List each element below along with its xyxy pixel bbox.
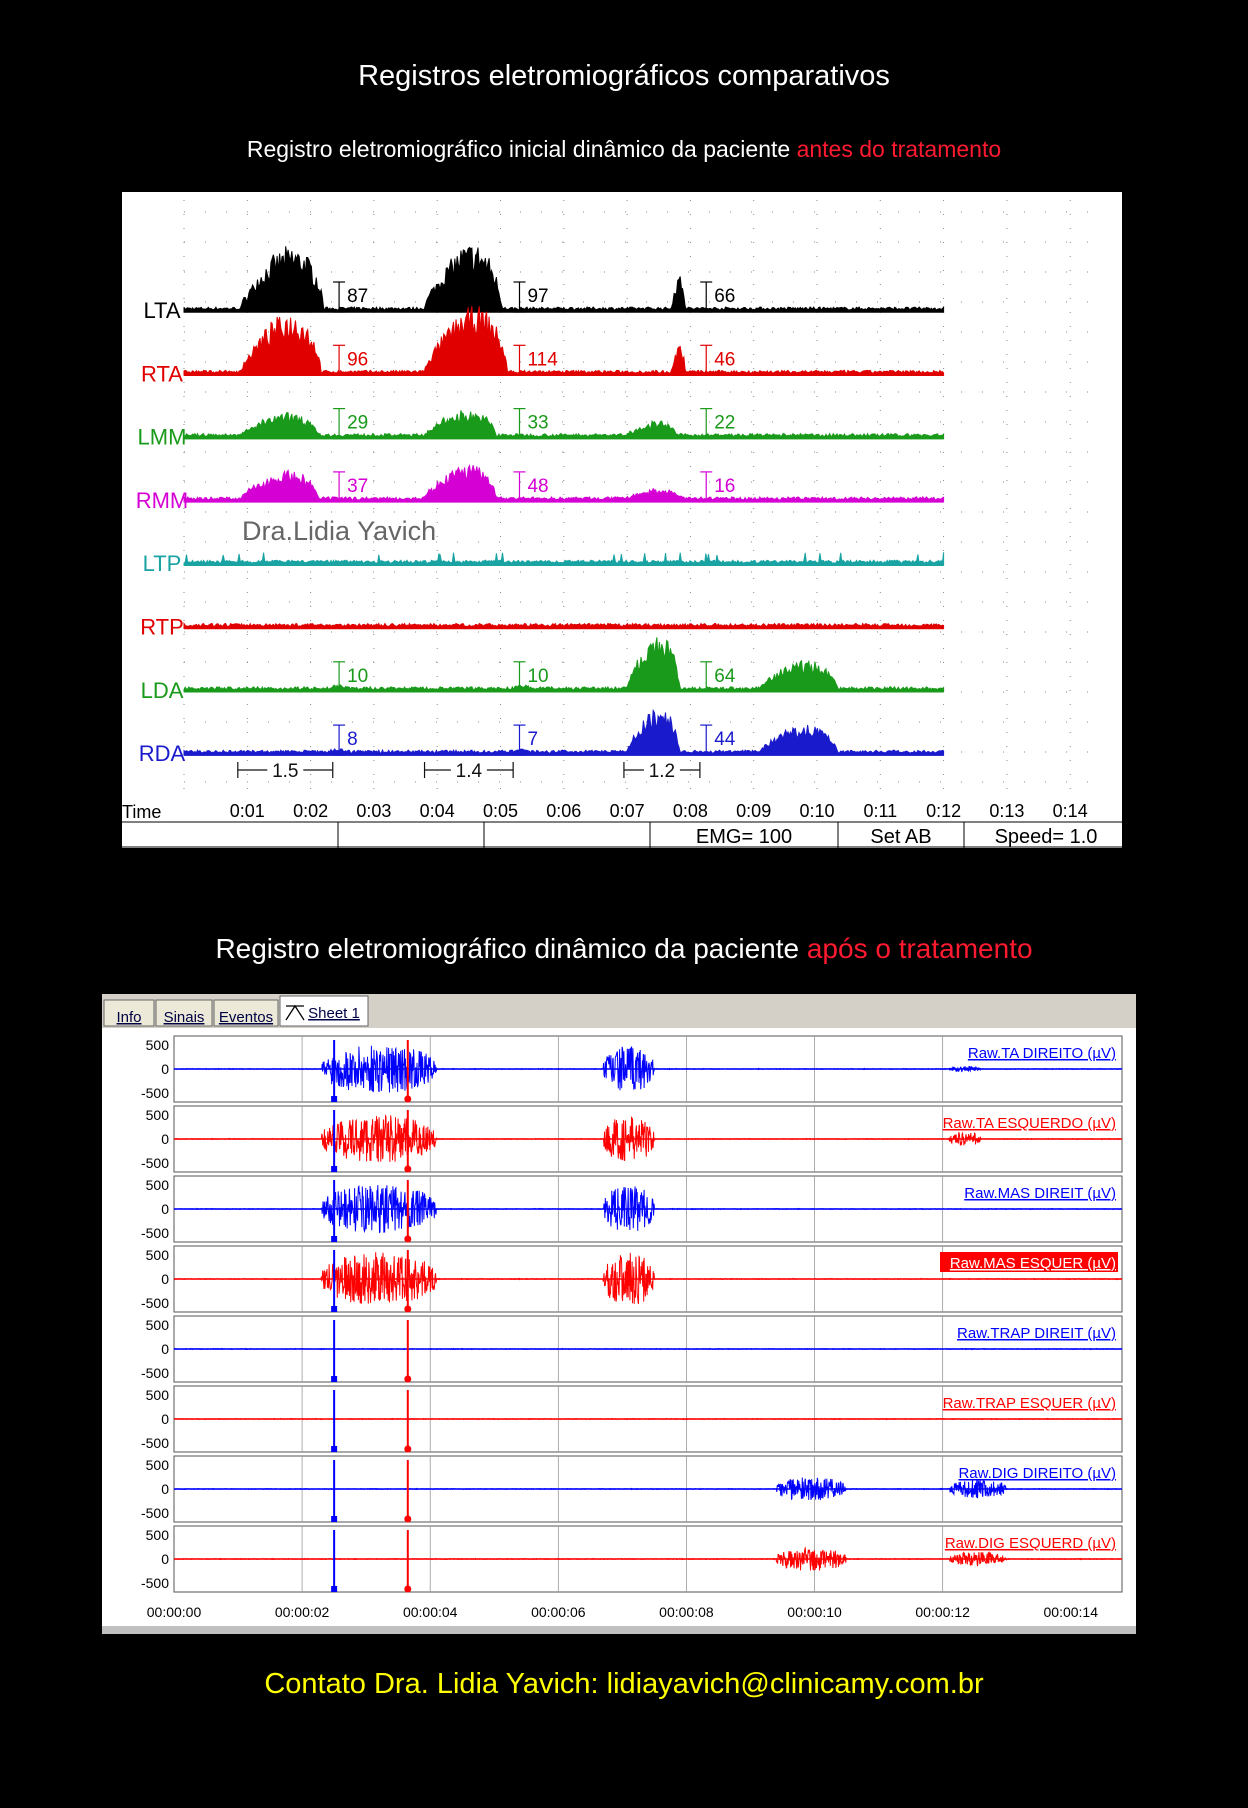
x-tick-label: 0:03 [356, 801, 392, 821]
tab-label: Info [116, 1009, 142, 1026]
raw-row [141, 1176, 1122, 1243]
annotation-value: 7 [527, 729, 539, 751]
raw-row [141, 1036, 1122, 1103]
annotation-value: 10 [347, 665, 369, 687]
x-tick-label: 00:00:06 [531, 1604, 586, 1620]
annotation-value: 114 [527, 349, 558, 371]
emg-chart-before [122, 192, 1122, 848]
tab-sheet-1[interactable] [280, 996, 368, 1026]
event-marker [331, 1166, 337, 1172]
series-label: LMM [137, 424, 187, 450]
interval-label: 1.4 [455, 761, 483, 782]
x-tick-label: 0:07 [609, 801, 645, 821]
event-marker [331, 1376, 337, 1382]
x-tick-label: 0:10 [799, 801, 835, 821]
event-marker [404, 1376, 411, 1383]
event-marker [404, 1586, 411, 1593]
event-marker [404, 1306, 411, 1313]
raw-row [141, 1386, 1122, 1453]
annotation-value: 33 [527, 412, 549, 434]
series-label: RDA [138, 741, 186, 767]
y-tick-label: 0 [161, 1061, 169, 1077]
x-axis-label: Time [122, 802, 162, 822]
series-label: RTA [141, 361, 183, 387]
x-tick-label: 00:00:14 [1043, 1604, 1099, 1620]
annotation-value: 29 [347, 412, 369, 434]
status-field: Speed= 1.0 [994, 826, 1098, 848]
x-tick-label: 0:02 [293, 801, 329, 821]
subtitle-after-highlight: após o tratamento [806, 933, 1033, 964]
x-tick-label: 00:00:04 [402, 1604, 458, 1620]
event-marker [331, 1236, 337, 1242]
annotation-value: 97 [527, 286, 549, 307]
bottom-scrollbar [102, 1626, 1136, 1634]
event-marker [331, 1446, 337, 1452]
emg-chart-after [102, 994, 1136, 1634]
event-marker [331, 1586, 337, 1592]
y-tick-label: -500 [140, 1575, 169, 1592]
y-tick-label: -500 [140, 1505, 169, 1522]
channel-label: Raw.MAS ESQUER (µV) [949, 1255, 1116, 1272]
x-tick-label: 0:09 [736, 801, 772, 821]
annotation-value: 46 [714, 349, 736, 371]
x-tick-label: 00:00:08 [659, 1604, 714, 1620]
channel-label: Raw.DIG DIREITO (µV) [958, 1465, 1116, 1482]
event-marker [404, 1516, 411, 1523]
annotation-value: 44 [714, 729, 736, 751]
y-tick-label: -500 [140, 1085, 169, 1102]
annotation-value: 87 [347, 286, 369, 307]
x-tick-label: 00:00:10 [787, 1604, 842, 1620]
tab-eventos[interactable] [214, 1000, 278, 1026]
annotation-value: 37 [347, 475, 369, 497]
channel-label: Raw.TA ESQUERDO (µV) [942, 1115, 1116, 1132]
y-tick-label: 500 [145, 1386, 169, 1403]
subtitle-before-highlight: antes do tratamento [796, 136, 1002, 162]
y-tick-label: 0 [161, 1341, 169, 1357]
y-tick-label: 500 [145, 1106, 169, 1123]
tab-sinais[interactable] [156, 1000, 212, 1026]
event-marker [404, 1096, 411, 1103]
y-tick-label: 0 [161, 1201, 169, 1217]
channel-label: Raw.TRAP ESQUER (µV) [942, 1395, 1116, 1412]
y-tick-label: -500 [140, 1225, 169, 1242]
y-tick-label: 0 [161, 1551, 169, 1567]
event-marker [331, 1096, 337, 1102]
series-label: LTA [143, 298, 181, 323]
y-tick-label: -500 [140, 1155, 169, 1172]
raw-row [141, 1526, 1122, 1593]
y-tick-label: 500 [145, 1316, 169, 1333]
annotation-value: 16 [714, 475, 736, 497]
x-tick-label: 0:11 [863, 801, 898, 821]
tab-info[interactable] [104, 1000, 154, 1026]
y-tick-label: -500 [140, 1365, 169, 1382]
y-tick-label: -500 [140, 1435, 169, 1452]
raw-row [141, 1246, 1122, 1313]
annotation-value: 64 [714, 665, 736, 687]
y-tick-label: 500 [145, 1246, 169, 1263]
x-tick-label: 0:06 [546, 801, 582, 821]
y-tick-label: 0 [161, 1131, 169, 1147]
channel-label: Raw.MAS DIREIT (µV) [964, 1185, 1116, 1202]
interval-label: 1.2 [648, 761, 676, 782]
page-title: Registros eletromiográficos comparativos [358, 60, 890, 92]
raw-row [141, 1316, 1122, 1383]
tab-label: Sheet 1 [308, 1005, 360, 1022]
y-tick-label: 0 [161, 1411, 169, 1427]
annotation-value: 8 [347, 729, 358, 751]
series-label: RMM [135, 487, 189, 513]
event-marker [404, 1166, 411, 1173]
watermark: Dra.Lidia Yavich [242, 516, 437, 546]
annotation-value: 22 [714, 412, 736, 434]
tab-label: Sinais [163, 1009, 205, 1026]
x-tick-label: 0:01 [229, 801, 265, 821]
x-tick-label: 00:00:12 [915, 1604, 970, 1620]
event-marker [331, 1306, 337, 1312]
status-field: Set AB [870, 826, 932, 848]
raw-row [141, 1456, 1122, 1523]
raw-row [141, 1106, 1122, 1173]
event-marker [404, 1236, 411, 1243]
x-tick-label: 0:04 [419, 801, 455, 821]
y-tick-label: -500 [140, 1295, 169, 1312]
annotation-value: 66 [714, 286, 736, 307]
annotation-value: 10 [527, 665, 549, 687]
x-tick-label: 0:12 [926, 801, 962, 821]
x-tick-label: 00:00:02 [274, 1604, 330, 1620]
x-tick-label: 0:08 [672, 801, 708, 821]
tab-label: Eventos [218, 1009, 274, 1026]
status-field: EMG= 100 [695, 826, 793, 848]
subtitle-before [0, 136, 1248, 163]
y-tick-label: 500 [145, 1526, 169, 1543]
subtitle-after [0, 933, 1248, 965]
interval-label: 1.5 [272, 761, 299, 782]
y-tick-label: 500 [145, 1456, 169, 1473]
y-tick-label: 500 [145, 1036, 169, 1053]
channel-label: Raw.TA DIREITO (µV) [967, 1045, 1116, 1062]
x-tick-label: 00:00:00 [146, 1604, 202, 1620]
annotation-value: 48 [527, 475, 549, 497]
y-tick-label: 0 [161, 1481, 169, 1497]
subtitle-after-prefix: Registro eletromiográfico dinâmico da paciente [215, 933, 800, 964]
series-label: RTP [140, 614, 184, 640]
contact-line: Contato Dra. Lidia Yavich: lidiayavich@clinicamy.com.br [264, 1668, 984, 1700]
series-label: LTP [142, 551, 182, 577]
y-tick-label: 500 [145, 1176, 169, 1193]
event-marker [331, 1516, 337, 1522]
subtitle-before-prefix: Registro eletromiográfico inicial dinâmico da paciente [246, 136, 791, 162]
channel-label: Raw.TRAP DIREIT (µV) [957, 1325, 1116, 1342]
y-tick-label: 0 [161, 1271, 169, 1287]
annotation-value: 96 [347, 349, 369, 371]
channel-label: Raw.DIG ESQUERD (µV) [944, 1535, 1116, 1552]
x-tick-label: 0:05 [482, 801, 519, 821]
x-tick-label: 0:13 [989, 801, 1025, 821]
series-label: LDA [140, 677, 184, 703]
event-marker [404, 1446, 411, 1453]
x-tick-label: 0:14 [1052, 801, 1088, 821]
